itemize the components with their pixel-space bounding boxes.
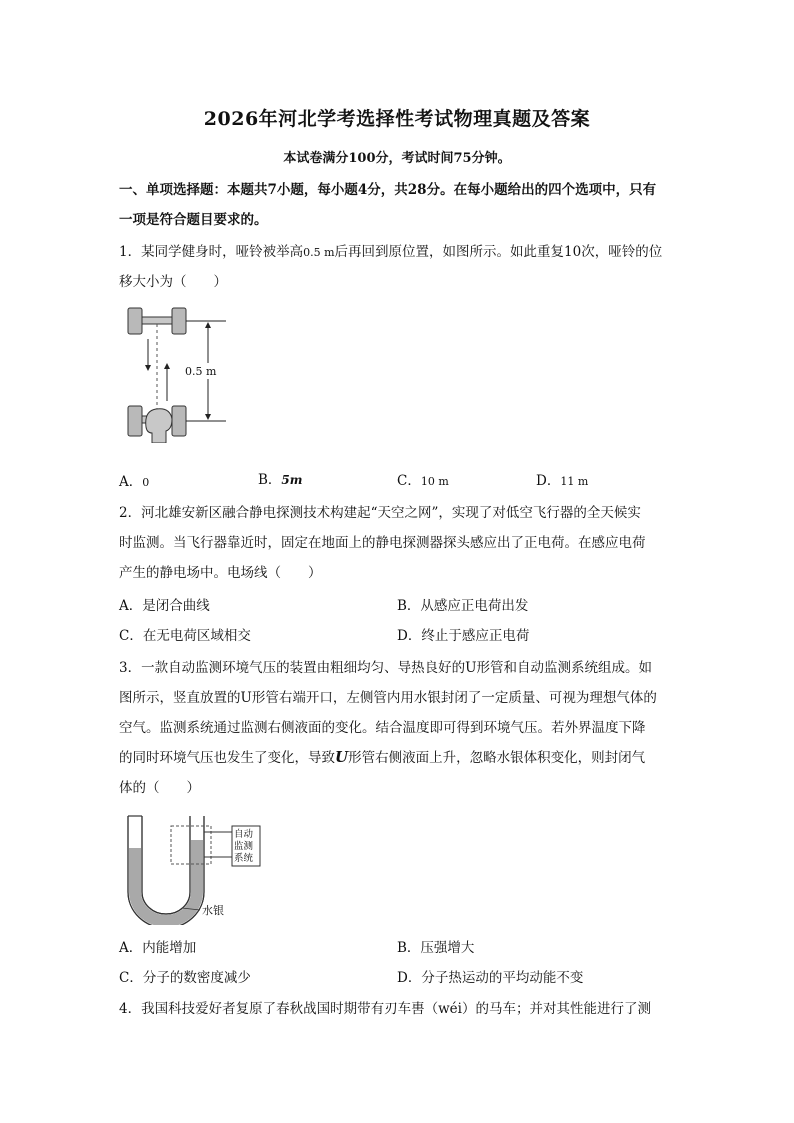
- question-3-stem: 3．一款自动监测环境气压的装置由粗细均匀、导热良好的U形管和自动监测系统组成。如: [119, 660, 652, 676]
- box-label-3: 系统: [234, 853, 254, 864]
- section-heading-cont: 一项是符合题目要求的。: [119, 212, 268, 228]
- box-label-1: 自动: [234, 829, 254, 840]
- q3-option-b[interactable]: B．压强增大: [397, 940, 475, 956]
- q2-option-d[interactable]: D．终止于感应正电荷: [397, 628, 530, 644]
- box-label-2: 监测: [234, 841, 254, 852]
- q1-text-b: 后再回到原位置，如图所示。如此重复10次，哑铃的位: [334, 244, 663, 260]
- q2-option-b[interactable]: B．从感应正电荷出发: [397, 598, 529, 614]
- q2-option-a[interactable]: A．是闭合曲线: [119, 598, 210, 614]
- question-2-stem-cont: 时监测。当飞行器靠近时，固定在地面上的静电探测器探头感应出了正电荷。在感应电荷: [119, 535, 646, 551]
- q3-option-d[interactable]: D．分子热运动的平均动能不变: [397, 970, 584, 986]
- page-title: 2026年河北学考选择性考试物理真题及答案: [203, 108, 591, 130]
- question-3-stem-cont3: 的同时环境气压也发生了变化，导致U形管右侧液面上升，忽略水银体积变化，则封闭气: [119, 748, 646, 766]
- question-3-stem-cont: 图所示，竖直放置的U形管右端开口，左侧管内用水银封闭了一定质量、可视为理想气体的: [119, 690, 657, 706]
- question-4-stem: 4．我国科技爱好者复原了春秋战国时期带有刃车軎（wéi）的马车；并对其性能进行了测: [119, 1001, 651, 1017]
- q1-option-b[interactable]: B．5m: [258, 472, 303, 488]
- q3-option-c[interactable]: C．分子的数密度减少: [119, 970, 251, 986]
- q2-option-c[interactable]: C．在无电荷区域相交: [119, 628, 251, 644]
- q1-option-c[interactable]: C．10 m: [397, 473, 449, 489]
- q3-option-a[interactable]: A．内能增加: [119, 940, 197, 956]
- u-tube-figure: [122, 810, 272, 925]
- q1-option-a[interactable]: A．0: [119, 474, 150, 490]
- section-heading: 一、单项选择题：本题共7小题，每小题4分，共28分。在每小题给出的四个选项中，只有: [119, 182, 657, 198]
- dimension-label: 0.5 m: [185, 365, 217, 378]
- question-3-stem-cont4: 体的（ ）: [119, 780, 200, 796]
- question-2-stem: 2．河北雄安新区融合静电探测技术构建起“天空之网”，实现了对低空飞行器的全天候实: [119, 505, 641, 521]
- q1-option-d[interactable]: D．11 m: [536, 473, 589, 489]
- question-1-stem: [119, 240, 662, 260]
- question-1-stem-cont: 移大小为（ ）: [119, 274, 227, 290]
- mercury-label: 水银: [202, 904, 224, 917]
- q1-text-a: 1．某同学健身时，哑铃被举高: [119, 244, 304, 260]
- question-3-stem-cont2: 空气。监测系统通过监测右侧液面的变化。结合温度即可得到环境气压。若外界温度下降: [119, 720, 646, 736]
- exam-instructions: 本试卷满分100分，考试时间75分钟。: [283, 151, 511, 166]
- dumbbell-figure: [122, 303, 232, 443]
- q1-math: 0.5 m: [303, 246, 335, 259]
- question-2-stem-cont2: 产生的静电场中。电场线（ ）: [119, 565, 322, 581]
